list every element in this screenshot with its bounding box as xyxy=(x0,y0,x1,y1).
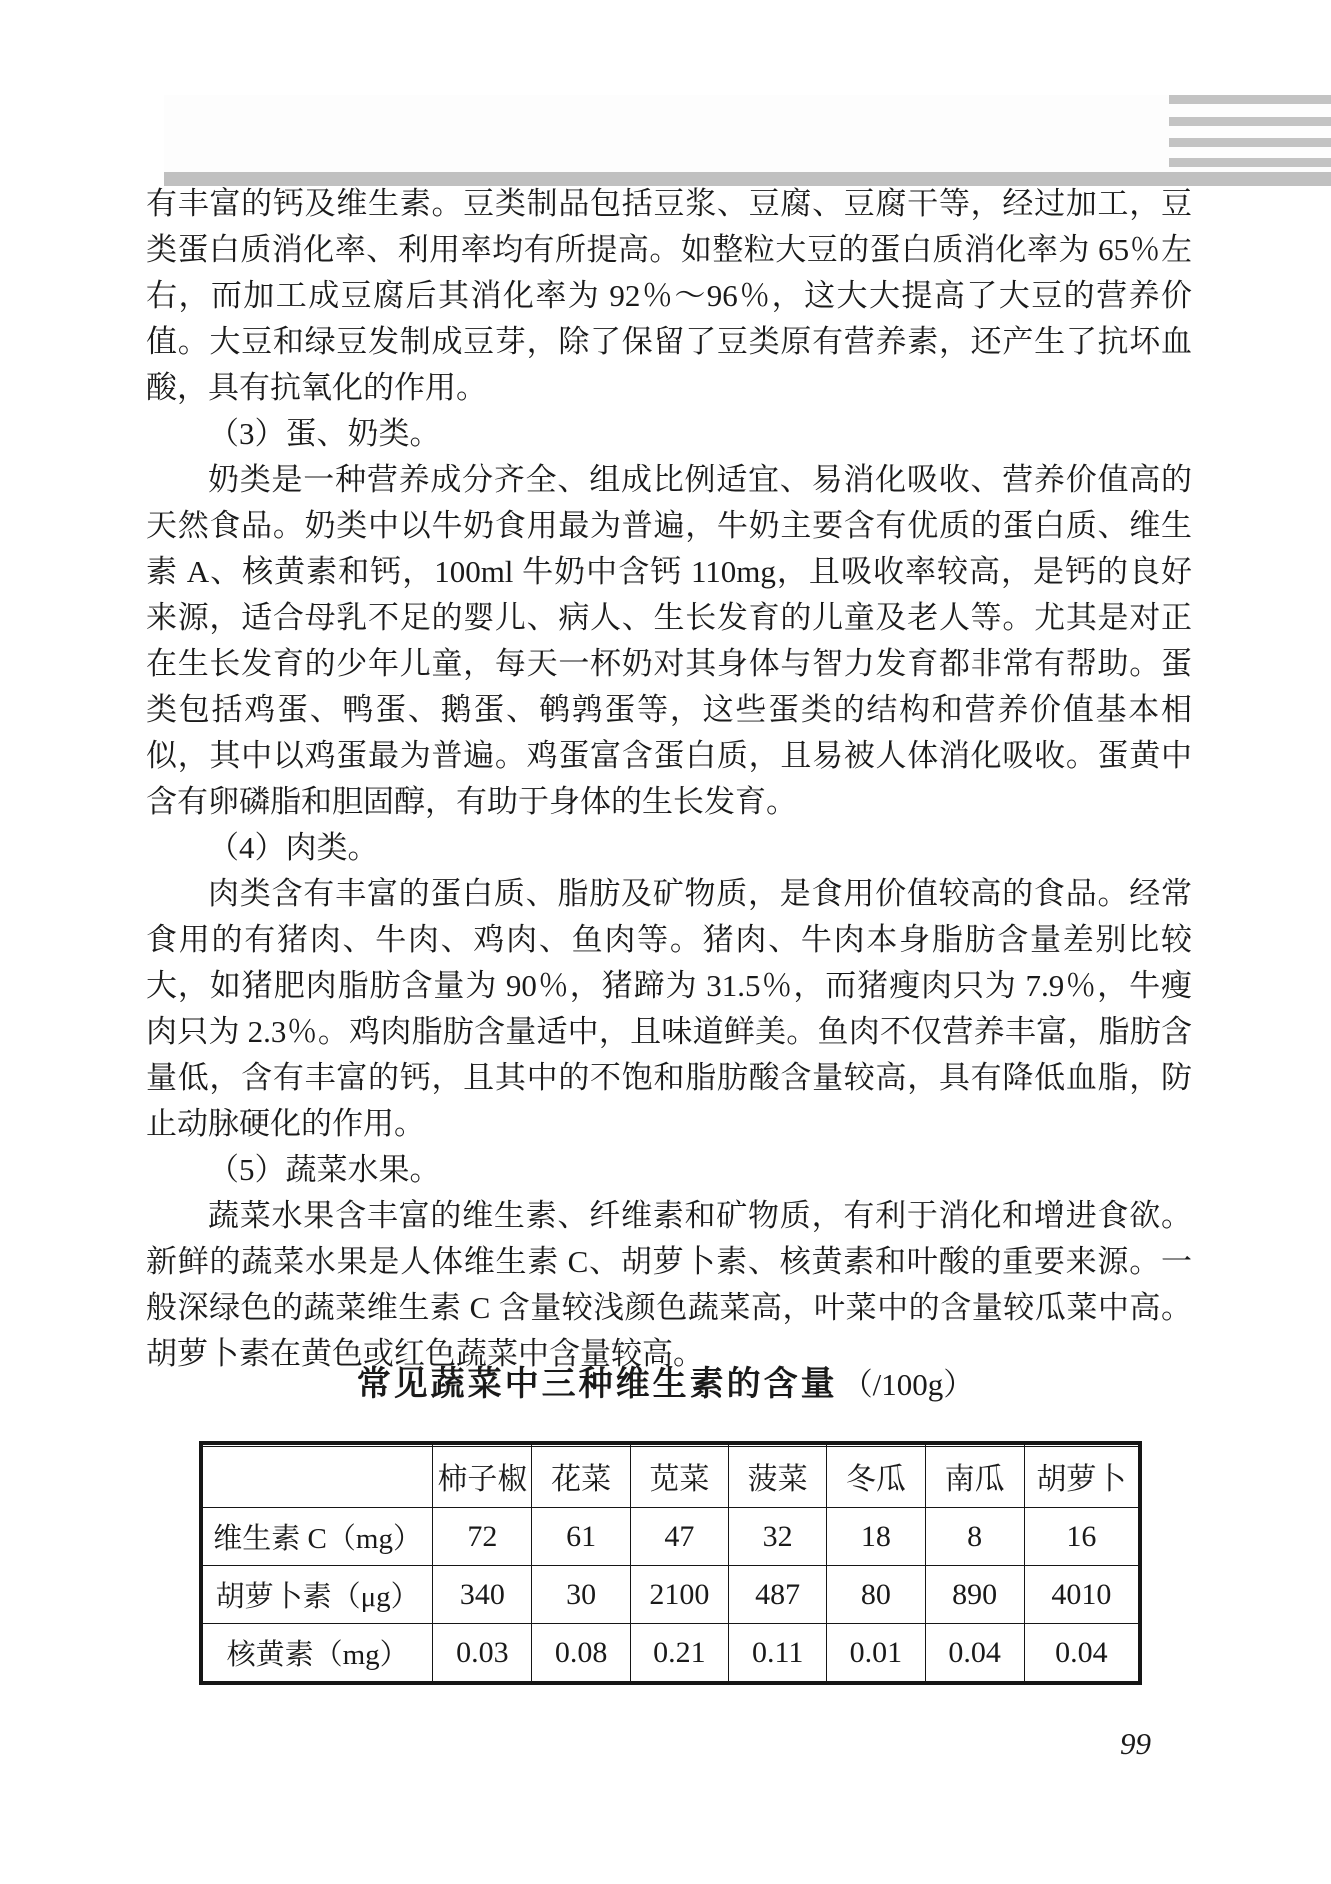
table-cell: 0.01 xyxy=(827,1624,925,1682)
table-title-unit: （/100g） xyxy=(841,1367,975,1402)
table-cell: 0.21 xyxy=(630,1624,728,1682)
table-header-row xyxy=(203,1445,1139,1508)
heading-meat: （4）肉类。 xyxy=(208,830,379,865)
row-label-carotene: 胡萝卜素（μg） xyxy=(203,1566,433,1624)
page-number: 99 xyxy=(1120,1726,1151,1761)
table-cell: 340 xyxy=(433,1566,532,1624)
header-stripe-icon xyxy=(1169,95,1331,104)
table-cell: 16 xyxy=(1024,1508,1138,1566)
table-cell: 32 xyxy=(729,1508,827,1566)
body-text-block xyxy=(146,181,1192,1377)
vitamin-table xyxy=(199,1441,1142,1685)
table-cell: 890 xyxy=(925,1566,1024,1624)
table-cell: 18 xyxy=(827,1508,925,1566)
paragraph-milk-eggs: 奶类是一种营养成分齐全、组成比例适宜、易消化吸收、营养价值高的天然食品。奶类中以牛奶食用最为普遍，牛奶主要含有优质的蛋白质、维生素 A、核黄素和钙，100ml 牛奶中含钙 110mg，且吸收率较高，是钙的良好来源，适合母乳不足的婴儿、病人、生长发育的儿童及老人等。尤其是对正在生长发育的少年儿童，每天一杯奶对其身体与智力发育都非常有帮助。蛋类包括鸡蛋、鸭蛋、鹅蛋、鹌鹑蛋等，这些蛋类的结构和营养价值基本相似，其中以鸡蛋最为普遍。鸡蛋富含蛋白质，且易被人体消化吸收。蛋黄中含有卵磷脂和胆固醇，有助于身体的生长发育。 xyxy=(146,462,1192,819)
header-stripe-icon xyxy=(1169,158,1331,167)
table-title xyxy=(0,1363,1331,1413)
column-header: 冬瓜 xyxy=(827,1445,925,1508)
heading-vegetables-fruit: （5）蔬菜水果。 xyxy=(208,1152,441,1187)
paragraph-meat: 肉类含有丰富的蛋白质、脂肪及矿物质，是食用价值较高的食品。经常食用的有猪肉、牛肉、鸡肉、鱼肉等。猪肉、牛肉本身脂肪含量差别比较大，如猪肥肉脂肪含量为 90％，猪蹄为 31.5％，而猪瘦肉只为 7.9％，牛瘦肉只为 2.3％。鸡肉脂肪含量适中，且味道鲜美。鱼肉不仅营养丰富，脂肪含量低，含有丰富的钙，且其中的不饱和脂肪酸含量较高，具有降低血脂，防止动脉硬化的作用。 xyxy=(146,876,1192,1141)
header-stripe-icon xyxy=(1169,117,1331,126)
table-cell: 8 xyxy=(925,1508,1024,1566)
column-header: 菠菜 xyxy=(729,1445,827,1508)
table-cell: 2100 xyxy=(630,1566,728,1624)
table-cell: 0.08 xyxy=(532,1624,630,1682)
table-cell: 30 xyxy=(532,1566,630,1624)
header-band xyxy=(164,95,1331,172)
column-header: 南瓜 xyxy=(925,1445,1024,1508)
table-cell: 47 xyxy=(630,1508,728,1566)
row-label-riboflavin: 核黄素（mg） xyxy=(203,1624,433,1682)
table-cell: 72 xyxy=(433,1508,532,1566)
table-row xyxy=(203,1566,1139,1624)
table-row xyxy=(203,1624,1139,1682)
column-header: 柿子椒 xyxy=(433,1445,532,1508)
table-corner-cell xyxy=(203,1445,433,1508)
table-cell: 80 xyxy=(827,1566,925,1624)
column-header: 苋菜 xyxy=(630,1445,728,1508)
table-cell: 0.03 xyxy=(433,1624,532,1682)
table-cell: 4010 xyxy=(1024,1566,1138,1624)
table-cell: 61 xyxy=(532,1508,630,1566)
table-cell: 0.04 xyxy=(1024,1624,1138,1682)
table-row xyxy=(203,1508,1139,1566)
table-cell: 0.04 xyxy=(925,1624,1024,1682)
table-cell: 487 xyxy=(729,1566,827,1624)
column-header: 胡萝卜 xyxy=(1024,1445,1138,1508)
heading-eggs-milk: （3）蛋、奶类。 xyxy=(208,416,441,451)
row-label-vitamin-c: 维生素 C（mg） xyxy=(203,1508,433,1566)
header-stripe-icon xyxy=(1169,138,1331,147)
column-header: 花菜 xyxy=(532,1445,630,1508)
table-title-text: 常见蔬菜中三种维生素的含量 xyxy=(356,1366,838,1403)
table-cell: 0.11 xyxy=(729,1624,827,1682)
paragraph-vegetables-fruit: 蔬菜水果含丰富的维生素、纤维素和矿物质，有利于消化和增进食欲。新鲜的蔬菜水果是人体维生素 C、胡萝卜素、核黄素和叶酸的重要来源。一般深绿色的蔬菜维生素 C 含量较浅颜色蔬菜高，叶菜中的含量较瓜菜中高。胡萝卜素在黄色或红色蔬菜中含量较高。 xyxy=(146,1198,1192,1371)
paragraph-beans-continuation: 有丰富的钙及维生素。豆类制品包括豆浆、豆腐、豆腐干等，经过加工，豆类蛋白质消化率、利用率均有所提高。如整粒大豆的蛋白质消化率为 65％左右，而加工成豆腐后其消化率为 92％～96％，这大大提高了大豆的营养价值。大豆和绿豆发制成豆芽，除了保留了豆类原有营养素，还产生了抗坏血酸，具有抗氧化的作用。 xyxy=(146,186,1192,405)
